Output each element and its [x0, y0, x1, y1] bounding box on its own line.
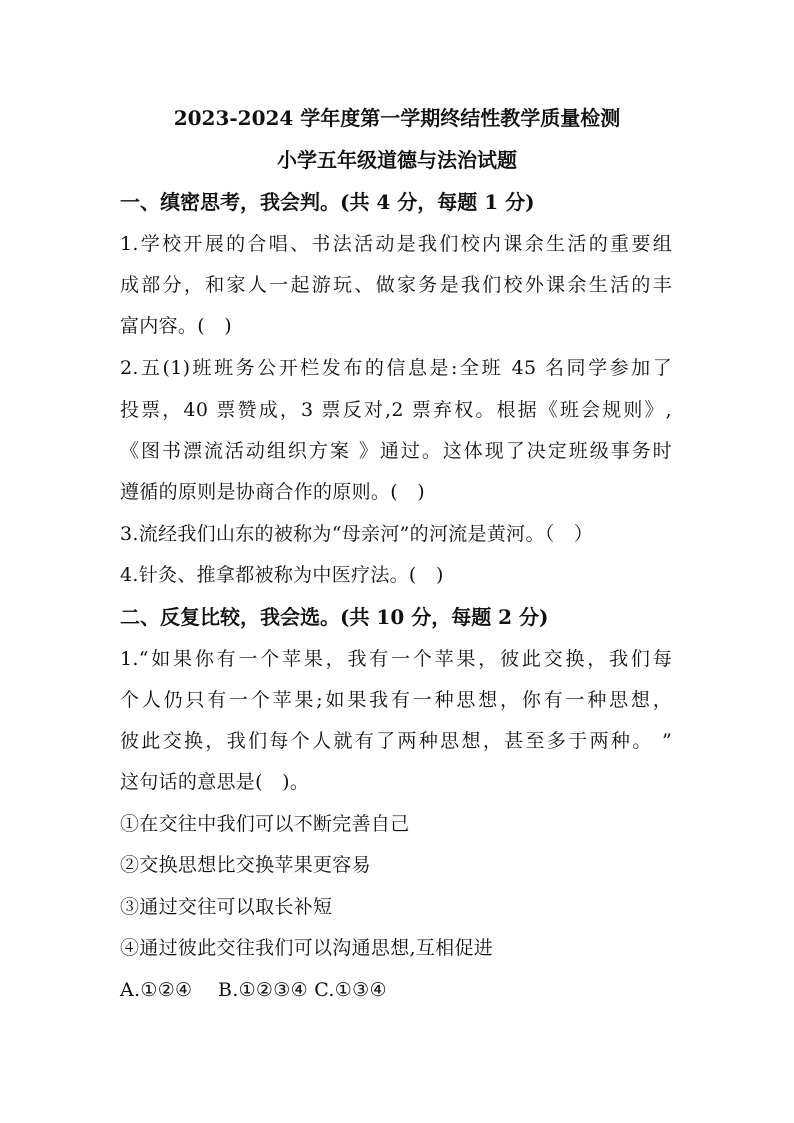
section-2-heading: 二、反复比较，我会选。(共 10 分，每题 2 分)	[120, 605, 549, 629]
exam-subtitle: 小学五年级道德与法治试题	[277, 148, 517, 172]
s1-q1-line-3: 富内容。( )	[120, 315, 232, 337]
exam-title: 2023-2024 学年度第一学期终结性教学质量检测	[173, 106, 621, 130]
s2-q1-line-4: 这句话的意思是( )。	[120, 771, 310, 793]
s1-q1-line-2: 成部分，和家人一起游玩、做家务是我们校外课余生活的丰	[120, 274, 672, 296]
s1-q2-line-1: 2.五(1)班班务公开栏发布的信息是:全班 45 名同学参加了	[120, 357, 672, 379]
s1-q2-line-4: 遵循的原则是协商合作的原则。( )	[120, 481, 425, 503]
section-1-heading: 一、缜密思考，我会判。(共 4 分，每题 1 分)	[120, 190, 535, 214]
s2-option-4: ④通过彼此交往我们可以沟通思想,互相促进	[120, 937, 494, 959]
s2-option-1: ①在交往中我们可以不断完善自己	[120, 813, 410, 835]
s1-q3: 3.流经我们山东的被称为“母亲河”的河流是黄河。（ ）	[120, 523, 594, 545]
s2-option-2: ②交换思想比交换苹果更容易	[120, 854, 371, 876]
s2-option-3: ③通过交往可以取长补短	[120, 896, 333, 918]
s1-q1-line-1: 1.学校开展的合唱、书法活动是我们校内课余生活的重要组	[120, 233, 672, 255]
s2-q1-line-1: 1.“如果你有一个苹果，我有一个苹果，彼此交换，我们每	[120, 648, 672, 670]
s2-q1-line-2: 个人仍只有一个苹果;如果我有一种思想，你有一种思想，	[120, 689, 672, 711]
s1-q2-line-3: 《图书漂流活动组织方案 》通过。这体现了决定班级事务时	[120, 440, 672, 462]
s1-q2-line-2: 投票，40 票赞成，3 票反对,2 票弃权。根据《班会规则》,	[120, 399, 672, 421]
s1-q4: 4.针灸、推拿都被称为中医疗法。( )	[120, 564, 444, 586]
s2-answer-choices: A.①②④ B.①②③④ C.①③④	[120, 979, 387, 1001]
s2-q1-line-3: 彼此交换，我们每个人就有了两种思想，甚至多于两种。 ”	[120, 730, 672, 752]
